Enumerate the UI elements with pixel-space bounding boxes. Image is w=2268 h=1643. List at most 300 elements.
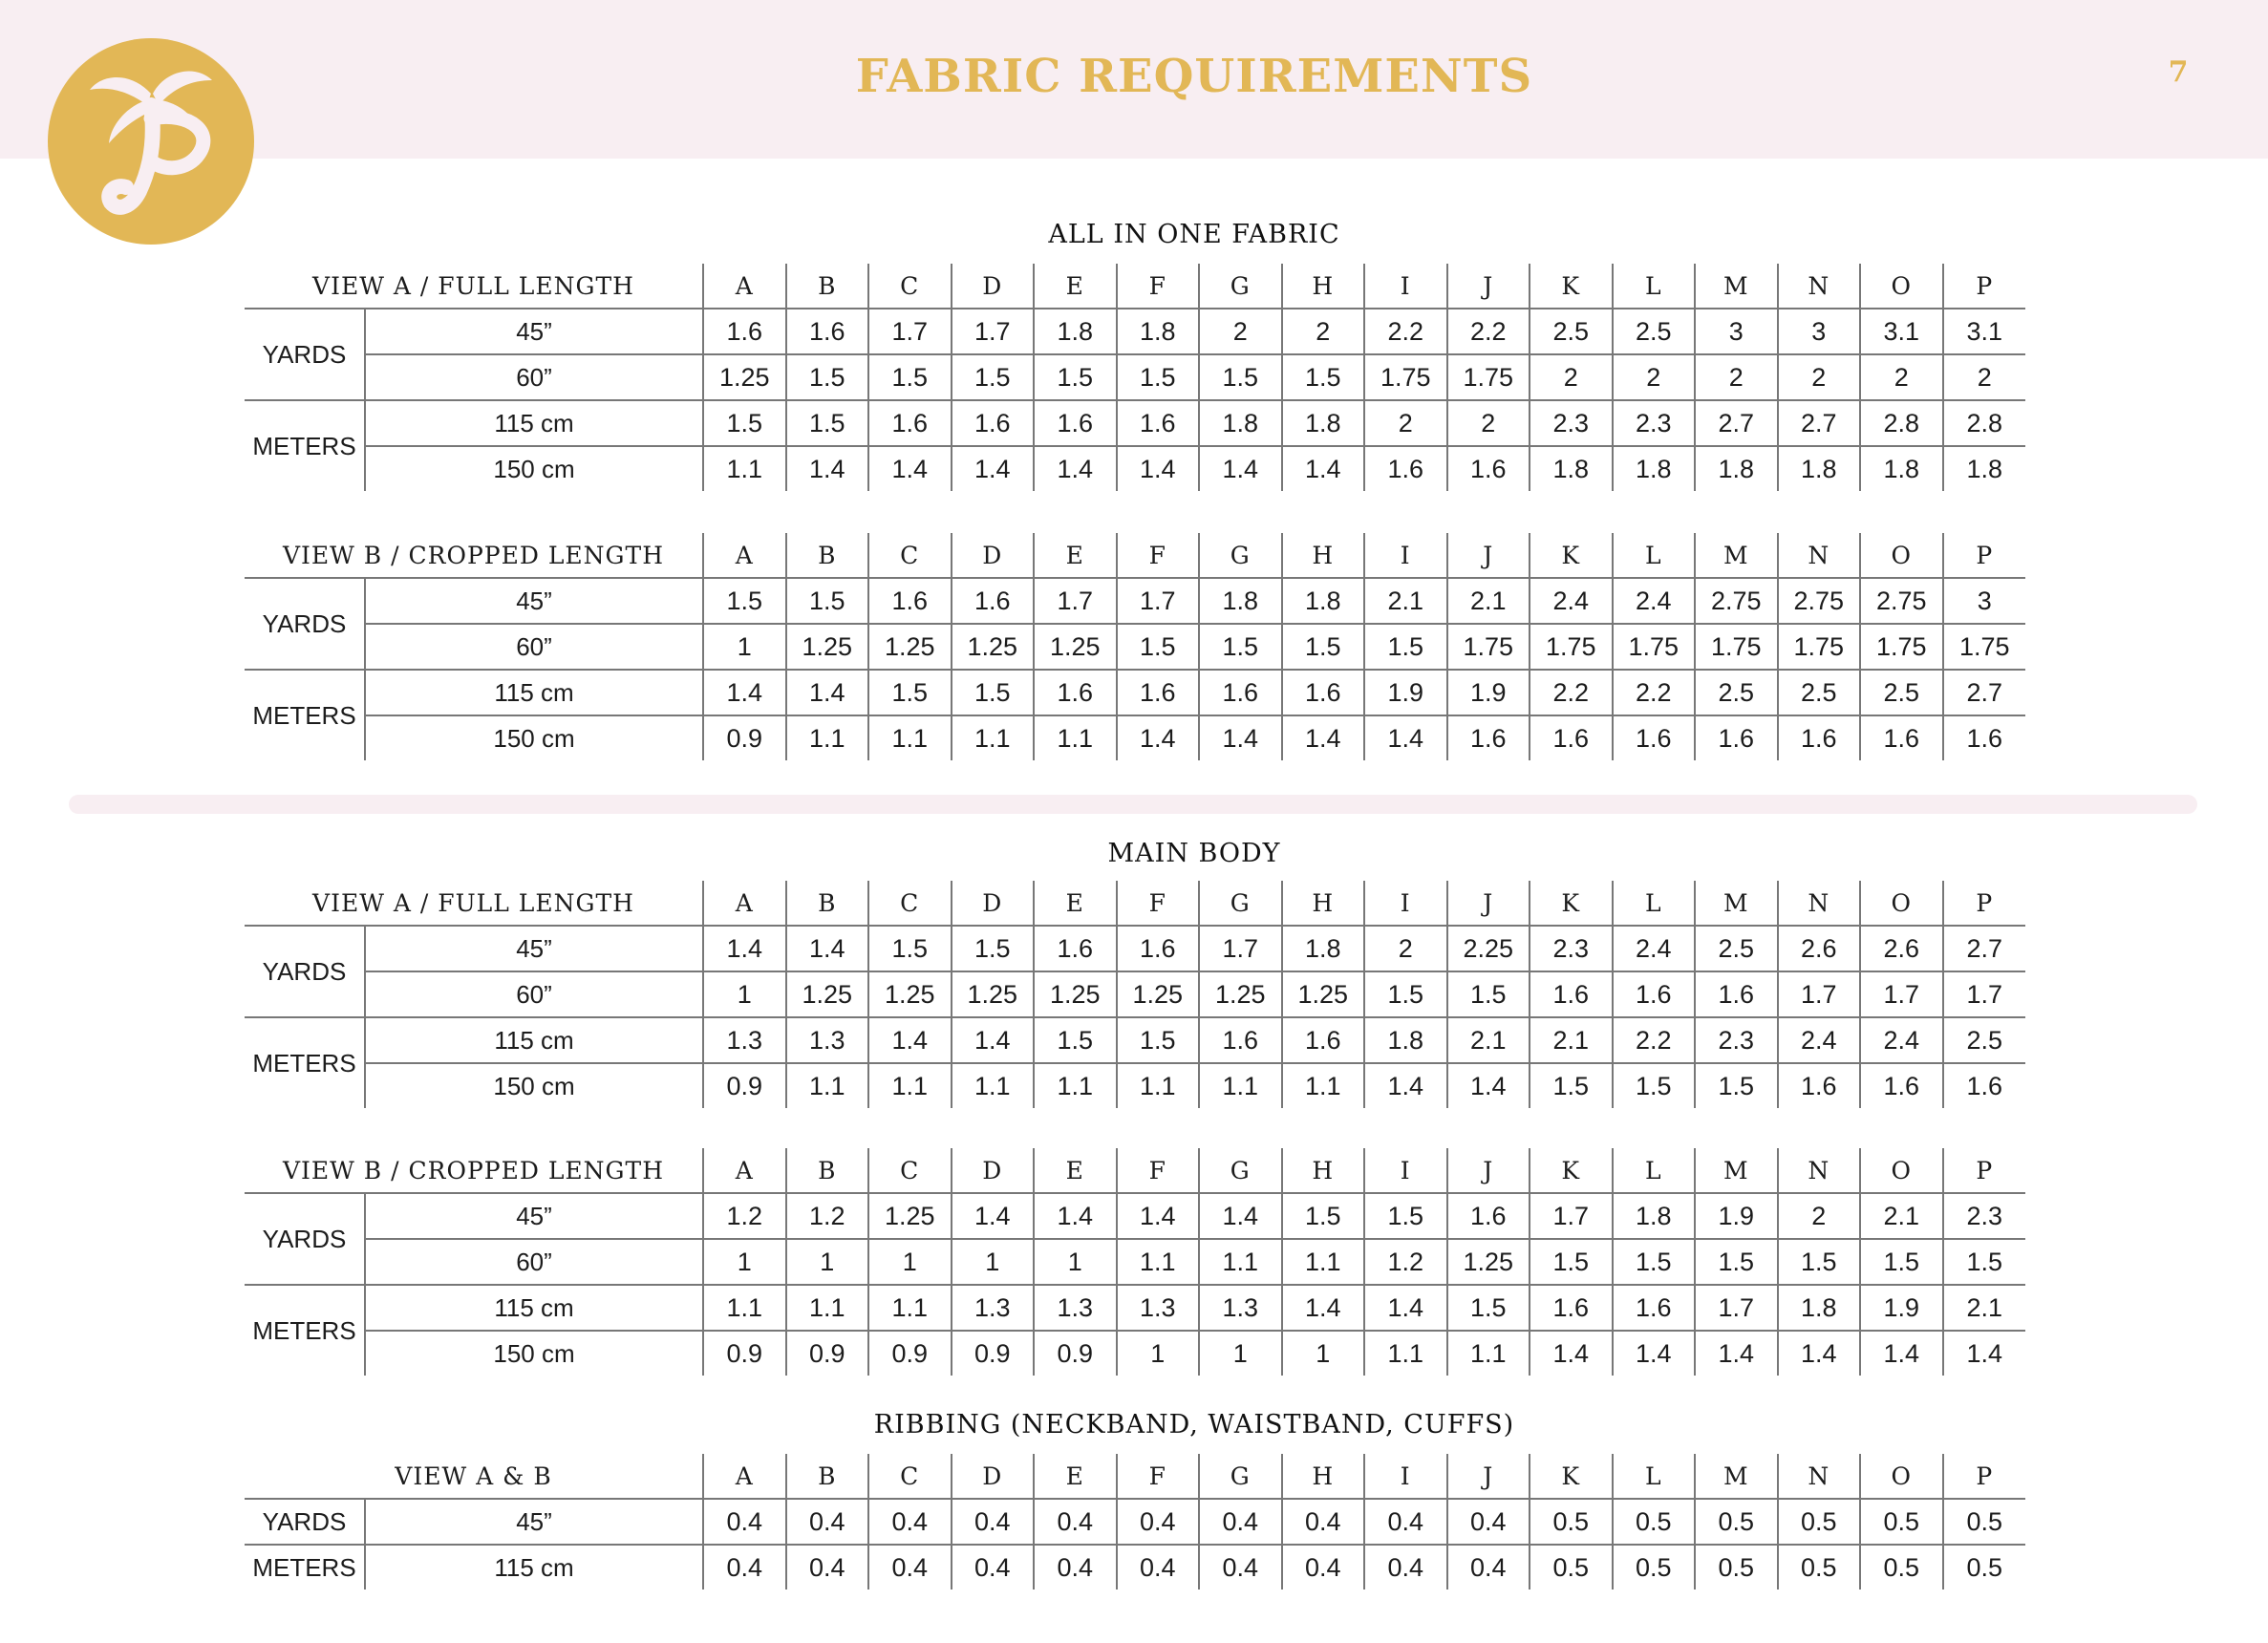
size-column-header: B (786, 1148, 869, 1193)
yardage-value: 1.6 (1530, 715, 1613, 760)
fabric-width: 150 cm (365, 446, 703, 491)
size-column-header: F (1117, 1148, 1200, 1193)
yardage-value: 1.4 (1034, 446, 1117, 491)
yardage-value: 1.25 (1034, 971, 1117, 1017)
fabric-table (245, 881, 2025, 1108)
size-column-header: F (1117, 881, 1200, 926)
yardage-value: 1.5 (1364, 1193, 1447, 1239)
yardage-value: 1.8 (1282, 400, 1365, 446)
view-label: VIEW A / FULL LENGTH (245, 264, 703, 309)
yardage-value: 1.5 (1778, 1239, 1861, 1285)
yardage-value: 2.6 (1860, 926, 1943, 971)
yardage-value: 0.5 (1966, 1552, 2003, 1582)
table-header-row (245, 1148, 2025, 1193)
yardage-value: 1.6 (1613, 1285, 1696, 1331)
yardage-value: 1.8 (1613, 446, 1696, 491)
size-column-header: E (1034, 1454, 1117, 1499)
yardage-value: 1.4 (1447, 1063, 1530, 1108)
yardage-value: 1.25 (786, 624, 869, 670)
section-title: RIBBING (NECKBAND, WAISTBAND, CUFFS) (873, 1410, 1515, 1440)
size-column-header: O (1860, 533, 1943, 578)
yardage-value: 1.25 (868, 624, 952, 670)
size-column-header: I (1364, 533, 1447, 578)
yardage-value: 0.5 (1860, 1545, 1943, 1590)
yardage-value: 0.5 (1530, 1499, 1613, 1545)
yardage-value: 1.8 (1282, 926, 1365, 971)
yardage-value: 1.5 (703, 578, 786, 624)
yardage-value: 0.4 (952, 1545, 1035, 1590)
yardage-value: 1.8 (1199, 578, 1282, 624)
yardage-value: 2 (1943, 354, 2026, 400)
size-column-header: H (1282, 881, 1365, 926)
yardage-value: 1.1 (703, 446, 786, 491)
yardage-value: 1.7 (1860, 971, 1943, 1017)
yardage-value: 1.5 (786, 354, 869, 400)
yardage-value: 1.5 (1282, 354, 1365, 400)
table-header-row (245, 264, 2025, 309)
table-row (245, 1285, 2025, 1331)
size-column-header: N (1778, 533, 1861, 578)
yardage-value: 1.4 (1364, 715, 1447, 760)
yardage-value: 0.9 (868, 1331, 952, 1376)
yardage-value: 1.7 (868, 309, 952, 354)
fabric-width: 150 cm (365, 715, 703, 760)
size-column-header: G (1199, 533, 1282, 578)
yardage-value: 1.75 (1778, 624, 1861, 670)
fabric-width: 115 cm (365, 1545, 703, 1590)
yardage-value: 1.4 (786, 446, 869, 491)
yardage-value: 0.4 (786, 1499, 869, 1545)
yardage-value: 1.4 (952, 1193, 1035, 1239)
yardage-value: 1 (868, 1239, 952, 1285)
yardage-value: 1.5 (1943, 1239, 2026, 1285)
yardage-value: 1.7 (1695, 1285, 1778, 1331)
yardage-value: 1.8 (1034, 309, 1117, 354)
yardage-value: 2.5 (1943, 1017, 2026, 1063)
yardage-value: 1.5 (1282, 624, 1365, 670)
yardage-value: 2.4 (1860, 1017, 1943, 1063)
yardage-value: 1 (703, 1239, 786, 1285)
yardage-value: 1.5 (1860, 1239, 1943, 1285)
yardage-value: 1.75 (1530, 624, 1613, 670)
yardage-value: 1.4 (1199, 446, 1282, 491)
yardage-value: 1.8 (1282, 578, 1365, 624)
yardage-value: 0.9 (786, 1331, 869, 1376)
size-column-header: N (1778, 881, 1861, 926)
size-column-header: M (1695, 1148, 1778, 1193)
size-column-header: B (786, 881, 869, 926)
yardage-value: 1.25 (952, 971, 1035, 1017)
yardage-value: 0.4 (1447, 1545, 1530, 1590)
yardage-value: 1 (703, 624, 786, 670)
fabric-width: 115 cm (365, 1285, 703, 1331)
size-column-header: L (1613, 533, 1696, 578)
size-column-header: H (1282, 264, 1365, 309)
yardage-value: 2 (1860, 354, 1943, 400)
yardage-value: 1.6 (1117, 670, 1200, 715)
yardage-value: 2 (1282, 309, 1365, 354)
yardage-value: 1.1 (868, 1063, 952, 1108)
yardage-value: 1 (1034, 1239, 1117, 1285)
yardage-value: 2.75 (1860, 578, 1943, 624)
yardage-value: 1.4 (1282, 1285, 1365, 1331)
size-column-header: E (1034, 881, 1117, 926)
yardage-value: 1.4 (1778, 1331, 1861, 1376)
yardage-value: 0.4 (703, 1499, 786, 1545)
yardage-value: 2 (1778, 1193, 1861, 1239)
fabric-width: 45” (365, 578, 703, 624)
size-column-header: B (786, 533, 869, 578)
yardage-value: 1.4 (786, 670, 869, 715)
size-column-header: M (1695, 533, 1778, 578)
yardage-value: 0.4 (868, 1499, 952, 1545)
yardage-value: 1.1 (786, 1285, 869, 1331)
size-column-header: J (1447, 1148, 1530, 1193)
size-column-header: O (1860, 881, 1943, 926)
yardage-value: 0.5 (1613, 1545, 1696, 1590)
yardage-value: 3 (1778, 309, 1861, 354)
yardage-value: 0.5 (1613, 1499, 1696, 1545)
yardage-value: 0.9 (703, 1063, 786, 1108)
yardage-value: 0.4 (1364, 1499, 1447, 1545)
size-column-header: C (868, 881, 952, 926)
fabric-width: 45” (365, 309, 703, 354)
yardage-value: 2 (1364, 926, 1447, 971)
size-column-header: P (1943, 881, 2026, 926)
yardage-value: 1.7 (1199, 926, 1282, 971)
size-column-header: N (1778, 1148, 1861, 1193)
fabric-table (245, 533, 2025, 760)
yardage-value: 1.5 (786, 578, 869, 624)
yardage-value: 2.4 (1613, 926, 1696, 971)
size-column-header: L (1613, 264, 1696, 309)
yardage-value: 1.6 (1613, 715, 1696, 760)
yardage-value: 1.8 (1364, 1017, 1447, 1063)
yardage-value: 1.5 (1199, 354, 1282, 400)
yardage-value: 1.5 (868, 354, 952, 400)
size-column-header: A (703, 533, 786, 578)
table-row (245, 578, 2025, 624)
yardage-value: 2.1 (1364, 578, 1447, 624)
size-column-header: K (1530, 1454, 1613, 1499)
page-title: FABRIC REQUIREMENTS (855, 50, 1533, 103)
yardage-value: 1.7 (952, 309, 1035, 354)
yardage-value: 1.1 (1117, 1239, 1200, 1285)
yardage-value: 1.1 (952, 715, 1035, 760)
yardage-value: 1.6 (1034, 400, 1117, 446)
yardage-value: 2.8 (1860, 400, 1943, 446)
yardage-value: 2.5 (1695, 926, 1778, 971)
table-row (245, 1331, 2025, 1376)
size-column-header: M (1695, 881, 1778, 926)
yardage-value: 2.3 (1530, 926, 1613, 971)
yardage-value: 1.4 (703, 926, 786, 971)
yardage-value: 1.6 (868, 578, 952, 624)
size-column-header: K (1530, 881, 1613, 926)
yardage-value: 1.3 (1117, 1285, 1200, 1331)
yardage-value: 1.1 (1117, 1063, 1200, 1108)
yardage-value: 2.1 (1860, 1193, 1943, 1239)
fabric-width: 150 cm (365, 1331, 703, 1376)
size-column-header: D (952, 1454, 1035, 1499)
yardage-value: 1.25 (1447, 1239, 1530, 1285)
size-column-header: I (1364, 1148, 1447, 1193)
size-column-header: H (1282, 1148, 1365, 1193)
yardage-value: 0.5 (1778, 1499, 1861, 1545)
yardage-value: 2.75 (1695, 578, 1778, 624)
table-row (245, 446, 2025, 491)
yardage-value: 1.5 (1034, 354, 1117, 400)
fabric-table (245, 1454, 2025, 1590)
size-column-header: A (703, 881, 786, 926)
yardage-value: 1.5 (868, 670, 952, 715)
yardage-value: 1.75 (1364, 354, 1447, 400)
table-row (245, 309, 2025, 354)
yardage-value: 2.3 (1943, 1193, 2026, 1239)
yardage-value: 2 (1613, 354, 1696, 400)
yardage-value: 1.6 (1530, 971, 1613, 1017)
size-column-header: K (1530, 1148, 1613, 1193)
yardage-value: 1.8 (1199, 400, 1282, 446)
size-column-header: K (1530, 533, 1613, 578)
yardage-value: 1.8 (1778, 446, 1861, 491)
yardage-value: 1.6 (1447, 446, 1530, 491)
unit-label: METERS (245, 400, 365, 491)
size-column-header: M (1695, 264, 1778, 309)
page-number: 7 (2168, 55, 2189, 89)
size-column-header: I (1364, 881, 1447, 926)
yardage-value: 2.25 (1447, 926, 1530, 971)
yardage-value: 0.4 (786, 1545, 869, 1590)
yardage-value: 1.4 (1117, 1193, 1200, 1239)
size-column-header: G (1199, 1454, 1282, 1499)
yardage-value: 1.6 (1695, 715, 1778, 760)
fabric-width: 115 cm (365, 1017, 703, 1063)
yardage-value: 1.5 (1447, 1285, 1530, 1331)
fabric-width: 60” (365, 971, 703, 1017)
yardage-value: 2.1 (1943, 1285, 2026, 1331)
yardage-value: 1.25 (868, 1193, 952, 1239)
yardage-value: 1.1 (1034, 715, 1117, 760)
yardage-value: 1.6 (952, 400, 1035, 446)
yardage-value: 1.4 (1364, 1063, 1447, 1108)
view-label: VIEW A / FULL LENGTH (245, 881, 703, 926)
table-row (245, 971, 2025, 1017)
size-column-header: I (1364, 1454, 1447, 1499)
yardage-value: 1.4 (1364, 1285, 1447, 1331)
yardage-value: 1.6 (1613, 971, 1696, 1017)
size-column-header: P (1943, 1454, 2026, 1499)
yardage-value: 1.9 (1364, 670, 1447, 715)
yardage-value: 1.1 (1199, 1063, 1282, 1108)
yardage-value: 1.8 (1778, 1285, 1861, 1331)
yardage-value: 2 (1447, 400, 1530, 446)
yardage-value: 1.6 (952, 578, 1035, 624)
yardage-value: 1.5 (1117, 624, 1200, 670)
yardage-value: 1 (952, 1239, 1035, 1285)
yardage-value: 2 (1530, 354, 1613, 400)
yardage-value: 2 (1199, 309, 1282, 354)
yardage-value: 1.6 (1778, 1063, 1861, 1108)
yardage-value: 2.2 (1613, 1017, 1696, 1063)
yardage-value: 1.1 (786, 715, 869, 760)
yardage-value: 1.2 (703, 1193, 786, 1239)
yardage-value: 1 (703, 971, 786, 1017)
view-label: VIEW B / CROPPED LENGTH (245, 1148, 703, 1193)
yardage-value: 2.5 (1860, 670, 1943, 715)
yardage-value: 1.1 (1282, 1063, 1365, 1108)
yardage-value: 0.5 (1943, 1499, 2026, 1545)
section-divider (69, 795, 2197, 814)
yardage-value: 3.1 (1943, 309, 2026, 354)
yardage-value: 1.5 (1364, 624, 1447, 670)
yardage-value: 1.5 (1613, 1239, 1696, 1285)
table-row (245, 1239, 2025, 1285)
table-row (245, 1063, 2025, 1108)
yardage-value: 1.5 (1613, 1063, 1696, 1108)
yardage-value: 2.3 (1530, 400, 1613, 446)
yardage-value: 2.4 (1613, 578, 1696, 624)
yardage-value: 1.6 (1447, 715, 1530, 760)
unit-label: METERS (245, 1545, 365, 1590)
yardage-value: 1.25 (1117, 971, 1200, 1017)
unit-label: METERS (245, 1017, 365, 1108)
yardage-value: 0.4 (1199, 1499, 1282, 1545)
size-column-header: D (952, 264, 1035, 309)
fabric-width: 115 cm (365, 670, 703, 715)
unit-label: YARDS (245, 309, 365, 400)
yardage-value: 1.6 (1034, 670, 1117, 715)
size-column-header: O (1860, 1148, 1943, 1193)
size-column-header: J (1447, 1454, 1530, 1499)
yardage-value: 1.4 (1034, 1193, 1117, 1239)
yardage-value: 0.4 (1282, 1499, 1365, 1545)
yardage-value: 3.1 (1860, 309, 1943, 354)
yardage-value: 0.9 (703, 1331, 786, 1376)
yardage-value: 1.5 (786, 400, 869, 446)
fabric-width: 60” (365, 1239, 703, 1285)
yardage-value: 1.25 (703, 354, 786, 400)
size-column-header: E (1034, 264, 1117, 309)
yardage-value: 0.9 (703, 715, 786, 760)
yardage-value: 0.4 (1034, 1545, 1117, 1590)
yardage-value: 2.7 (1943, 926, 2026, 971)
yardage-value: 1.4 (786, 926, 869, 971)
yardage-value: 1.7 (1943, 971, 2026, 1017)
unit-label: YARDS (245, 578, 365, 670)
yardage-value: 1.6 (1447, 1193, 1530, 1239)
size-column-header: H (1282, 1454, 1365, 1499)
yardage-value: 0.4 (1282, 1545, 1365, 1590)
yardage-value: 1.8 (1117, 309, 1200, 354)
yardage-value: 1.4 (1117, 715, 1200, 760)
yardage-value: 2.3 (1613, 400, 1696, 446)
yardage-value: 1.4 (1282, 715, 1365, 760)
unit-label: METERS (245, 1285, 365, 1376)
yardage-value: 1.8 (1966, 454, 2003, 483)
yardage-value: 2.3 (1695, 1017, 1778, 1063)
yardage-value: 1.5 (868, 926, 952, 971)
size-column-header: C (868, 1148, 952, 1193)
yardage-value: 0.5 (1530, 1545, 1613, 1590)
yardage-value: 0.4 (1447, 1499, 1530, 1545)
fabric-width: 60” (365, 354, 703, 400)
yardage-value: 1.25 (1282, 971, 1365, 1017)
size-column-header: A (703, 1454, 786, 1499)
size-column-header: D (952, 881, 1035, 926)
yardage-value: 1.75 (1943, 624, 2026, 670)
yardage-value: 1.3 (1199, 1285, 1282, 1331)
yardage-value: 1.25 (786, 971, 869, 1017)
yardage-value: 1 (786, 1239, 869, 1285)
yardage-value: 2.2 (1447, 309, 1530, 354)
yardage-value: 1.5 (1117, 354, 1200, 400)
yardage-value: 0.5 (1860, 1499, 1943, 1545)
yardage-value: 1.8 (1695, 446, 1778, 491)
yardage-value: 1.3 (703, 1017, 786, 1063)
yardage-value: 1.7 (1034, 578, 1117, 624)
yardage-value: 1.6 (868, 400, 952, 446)
yardage-value: 1.5 (952, 926, 1035, 971)
table-row (245, 1499, 2025, 1545)
size-column-header: M (1695, 1454, 1778, 1499)
size-column-header: I (1364, 264, 1447, 309)
table-row (245, 400, 2025, 446)
yardage-value: 1.3 (1034, 1285, 1117, 1331)
yardage-value: 1.7 (1778, 971, 1861, 1017)
table-row (245, 354, 2025, 400)
yardage-value: 0.5 (1695, 1499, 1778, 1545)
size-column-header: L (1613, 881, 1696, 926)
yardage-value: 1.4 (868, 446, 952, 491)
yardage-value: 1.5 (1695, 1239, 1778, 1285)
yardage-value: 0.5 (1695, 1545, 1778, 1590)
size-column-header: C (868, 1454, 952, 1499)
yardage-value: 1.25 (952, 624, 1035, 670)
yardage-value: 1.9 (1447, 670, 1530, 715)
yardage-value: 2.1 (1447, 1017, 1530, 1063)
size-column-header: A (703, 264, 786, 309)
yardage-value: 1.5 (952, 670, 1035, 715)
unit-label: METERS (245, 670, 365, 760)
yardage-value: 2 (1778, 354, 1861, 400)
table-header-row (245, 881, 2025, 926)
yardage-value: 1 (1117, 1331, 1200, 1376)
fabric-width: 45” (365, 1193, 703, 1239)
size-column-header: C (868, 533, 952, 578)
size-column-header: B (786, 1454, 869, 1499)
yardage-value: 1.5 (703, 400, 786, 446)
size-column-header: J (1447, 881, 1530, 926)
table-row (245, 715, 2025, 760)
yardage-value: 2.2 (1613, 670, 1696, 715)
yardage-value: 1.6 (1860, 1063, 1943, 1108)
yardage-value: 1.6 (1966, 723, 2003, 753)
yardage-value: 2.5 (1530, 309, 1613, 354)
yardage-value: 1.4 (1117, 446, 1200, 491)
yardage-value: 1.1 (1034, 1063, 1117, 1108)
size-column-header: O (1860, 264, 1943, 309)
yardage-value: 1 (1282, 1331, 1365, 1376)
unit-label: YARDS (245, 1193, 365, 1285)
yardage-value: 1.4 (1966, 1338, 2003, 1368)
size-column-header: J (1447, 533, 1530, 578)
table-header-row (245, 1454, 2025, 1499)
yardage-value: 1.5 (1530, 1239, 1613, 1285)
yardage-value: 1.1 (703, 1285, 786, 1331)
yardage-value: 1.6 (1282, 1017, 1365, 1063)
table-row (245, 1017, 2025, 1063)
